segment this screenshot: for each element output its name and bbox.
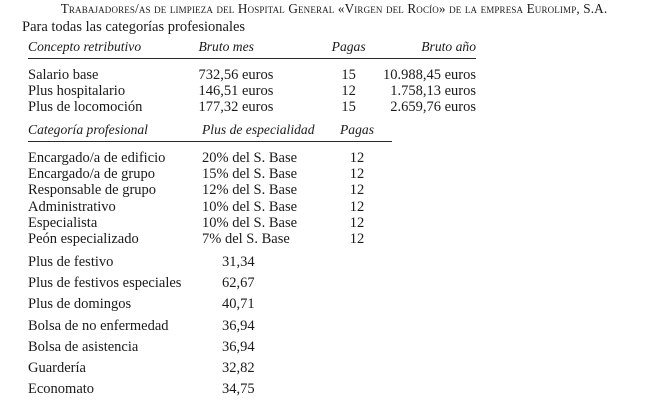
cell-complemento-valor: 31,34 [222, 254, 255, 270]
cell-plus-especialidad: 20% del S. Base [202, 150, 298, 166]
cell-complemento-valor: 36,94 [222, 317, 255, 334]
cell-bruto-mes: 146,51 euros [198, 83, 274, 100]
column-header-pagas: Pagas [322, 122, 392, 142]
cell-complemento-valor: 34,75 [222, 381, 255, 398]
document-title: Trabajadores/as de limpieza del Hospital General «Virgen del Rocío» de la empresa Eurolimp, S.A. [60, 1, 608, 16]
column-header-bruto-anio: Bruto año [383, 39, 476, 59]
cell-concepto: Plus de locomoción [28, 99, 143, 116]
column-header-categoria: Categoría profesional [28, 122, 202, 142]
cell-complemento-nombre: Guardería [28, 360, 86, 377]
list-item [28, 337, 255, 358]
cell-categoria: Encargado/a de grupo [28, 166, 155, 183]
cell-complemento-nombre: Plus de festivos especiales [28, 275, 182, 292]
column-header-bruto-mes: Bruto mes [198, 39, 314, 59]
list-item [28, 316, 255, 337]
table-row [28, 215, 392, 231]
table-row [28, 166, 392, 182]
table-row [28, 83, 476, 99]
table-row [28, 231, 392, 247]
table-retribuciones-body [28, 59, 476, 116]
table-row [28, 182, 392, 198]
list-item [28, 379, 255, 400]
cell-complemento-nombre: Plus de festivo [28, 254, 114, 270]
column-header-concepto: Concepto retributivo [28, 39, 198, 59]
cell-plus-especialidad: 12% del S. Base [202, 182, 298, 199]
cell-bruto-mes: 732,56 euros [198, 67, 274, 83]
table-header-row [28, 39, 476, 59]
table-retribuciones [28, 39, 476, 116]
list-complementos-body [28, 252, 255, 400]
cell-pagas: 12 [349, 198, 365, 215]
column-header-pagas: Pagas [314, 39, 383, 59]
table-especialidad [28, 122, 392, 247]
table-row [28, 199, 392, 215]
cell-pagas: 12 [349, 231, 365, 248]
column-header-plus-especialidad: Plus de especialidad [202, 122, 322, 142]
cell-pagas: 12 [349, 166, 365, 183]
cell-concepto: Plus hospitalario [28, 83, 126, 100]
cell-pagas: 12 [349, 182, 365, 199]
cell-categoria: Responsable de grupo [28, 182, 157, 199]
cell-complemento-valor: 40,71 [222, 296, 255, 313]
table-row [28, 59, 476, 84]
cell-plus-especialidad: 15% del S. Base [202, 166, 298, 183]
cell-bruto-anio: 1.758,13 euros [390, 83, 476, 100]
list-complementos [28, 252, 255, 400]
cell-pagas: 15 [341, 67, 356, 83]
cell-bruto-anio: 2.659,76 euros [390, 99, 476, 116]
cell-bruto-anio: 10.988,45 euros [382, 67, 476, 83]
cell-complemento-nombre: Plus de domingos [28, 296, 132, 313]
cell-plus-especialidad: 10% del S. Base [202, 214, 298, 231]
list-item [28, 358, 255, 379]
table-especialidad-body [28, 142, 392, 248]
cell-complemento-valor: 32,82 [222, 360, 255, 377]
cell-pagas: 12 [349, 150, 365, 166]
cell-categoria: Especialista [28, 214, 98, 231]
document-subtitle: Para todas las categorías profesionales [22, 19, 246, 35]
table-row [28, 142, 392, 167]
cell-plus-especialidad: 10% del S. Base [202, 198, 298, 215]
cell-pagas: 15 [341, 99, 356, 116]
table-header-row [28, 122, 392, 142]
cell-complemento-valor: 36,94 [222, 338, 255, 355]
table-row [28, 99, 476, 115]
cell-categoria: Administrativo [28, 198, 116, 215]
cell-complemento-nombre: Economato [28, 381, 95, 398]
table-retribuciones-head [28, 39, 476, 59]
list-item [28, 273, 255, 294]
list-item [28, 252, 255, 273]
cell-bruto-mes: 177,32 euros [198, 99, 274, 116]
cell-pagas: 12 [349, 214, 365, 231]
cell-concepto: Salario base [28, 67, 99, 83]
cell-complemento-valor: 62,67 [222, 275, 255, 292]
cell-plus-especialidad: 7% del S. Base [202, 231, 290, 248]
cell-complemento-nombre: Bolsa de no enfermedad [28, 317, 169, 334]
table-especialidad-head [28, 122, 392, 142]
cell-categoria: Encargado/a de edificio [28, 150, 166, 166]
cell-complemento-nombre: Bolsa de asistencia [28, 338, 139, 355]
list-item [28, 294, 255, 315]
cell-categoria: Peón especializado [28, 231, 139, 248]
cell-pagas: 12 [341, 83, 356, 100]
